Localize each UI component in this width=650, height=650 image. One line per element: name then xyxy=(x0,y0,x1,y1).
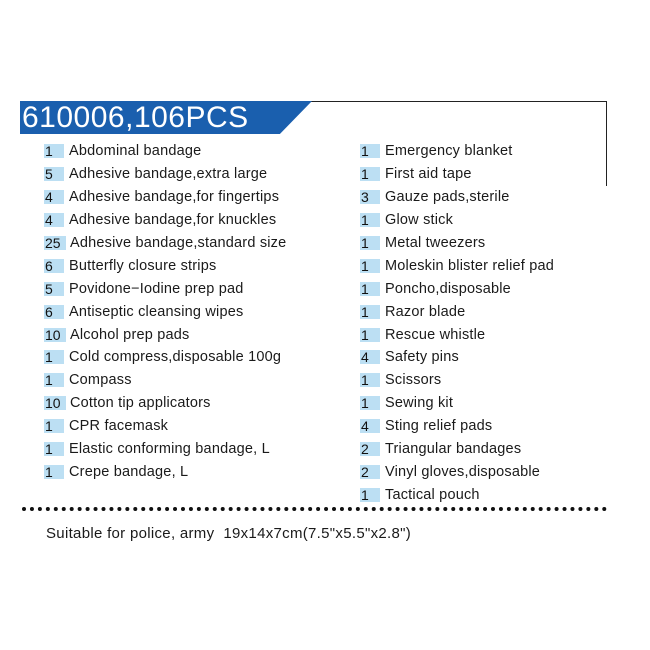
item-name: First aid tape xyxy=(385,166,472,183)
item-name: Scissors xyxy=(385,372,442,389)
quantity-badge: 5 xyxy=(44,282,64,296)
item-name: CPR facemask xyxy=(69,418,169,435)
quantity-badge: 1 xyxy=(360,488,380,502)
quantity-badge: 10 xyxy=(44,396,66,410)
quantity-badge: 1 xyxy=(360,167,380,181)
list-item xyxy=(360,277,554,300)
quantity-badge: 4 xyxy=(44,213,64,227)
list-item xyxy=(44,438,286,461)
item-name: Cotton tip applicators xyxy=(70,395,211,412)
list-item xyxy=(44,140,286,163)
item-name: Metal tweezers xyxy=(385,235,486,251)
list-item xyxy=(360,369,554,392)
list-item xyxy=(44,369,286,392)
list-item xyxy=(44,460,286,483)
item-name: Crepe bandage, L xyxy=(69,463,189,480)
quantity-badge: 1 xyxy=(44,350,64,364)
item-name: Sting relief pads xyxy=(385,418,493,435)
item-name: Sewing kit xyxy=(385,395,454,412)
item-name: Gauze pads,sterile xyxy=(385,189,510,206)
item-name: Adhesive bandage,for knuckles xyxy=(69,212,277,229)
quantity-badge: 1 xyxy=(44,465,64,479)
list-item xyxy=(44,277,286,300)
quantity-badge: 1 xyxy=(360,259,380,273)
quantity-badge: 5 xyxy=(44,167,64,181)
list-item xyxy=(360,438,554,461)
item-name: Alcohol prep pads xyxy=(70,326,190,343)
list-item xyxy=(360,209,554,232)
list-item xyxy=(360,254,554,277)
quantity-badge: 1 xyxy=(44,442,64,456)
list-item xyxy=(360,460,554,483)
list-item xyxy=(360,140,554,163)
item-name: Glow stick xyxy=(385,212,454,229)
frame-right-line xyxy=(606,101,607,186)
quantity-badge: 6 xyxy=(44,259,64,273)
list-item xyxy=(360,415,554,438)
quantity-badge: 2 xyxy=(360,442,380,456)
item-name: Abdominal bandage xyxy=(69,143,202,160)
list-item xyxy=(360,232,554,255)
item-name: Adhesive bandage,standard size xyxy=(70,235,287,251)
kit-title: 610006,106PCS xyxy=(22,101,249,134)
list-item xyxy=(360,300,554,323)
item-name: Vinyl gloves,disposable xyxy=(385,463,541,480)
item-name: Cold compress,disposable 100g xyxy=(69,349,282,366)
list-item xyxy=(360,483,554,506)
quantity-badge: 1 xyxy=(360,305,380,319)
quantity-badge: 6 xyxy=(44,305,64,319)
list-item xyxy=(360,323,554,346)
quantity-badge: 1 xyxy=(44,373,64,387)
list-item xyxy=(44,186,286,209)
item-name: Emergency blanket xyxy=(385,143,513,160)
list-item xyxy=(360,163,554,186)
list-item xyxy=(44,209,286,232)
items-list-left xyxy=(44,140,286,483)
items-list-right xyxy=(360,140,554,506)
quantity-badge: 1 xyxy=(360,236,380,250)
item-name: Adhesive bandage,for fingertips xyxy=(69,189,280,206)
list-item xyxy=(44,232,286,255)
item-name: Compass xyxy=(69,372,132,389)
list-item xyxy=(44,300,286,323)
quantity-badge: 25 xyxy=(44,236,66,250)
quantity-badge: 1 xyxy=(360,282,380,296)
quantity-badge: 2 xyxy=(360,465,380,479)
list-item xyxy=(44,415,286,438)
quantity-badge: 4 xyxy=(360,419,380,433)
quantity-badge: 1 xyxy=(360,213,380,227)
item-name: Adhesive bandage,extra large xyxy=(69,166,268,183)
item-name: Butterfly closure strips xyxy=(69,257,217,274)
list-item xyxy=(360,346,554,369)
item-name: Poncho,disposable xyxy=(385,280,511,297)
quantity-badge: 1 xyxy=(360,144,380,158)
item-name: Safety pins xyxy=(385,349,459,366)
quantity-badge: 1 xyxy=(44,144,64,158)
item-name: Razor blade xyxy=(385,303,466,320)
frame-top-line xyxy=(310,101,607,102)
list-item xyxy=(44,346,286,369)
list-item xyxy=(44,323,286,346)
quantity-badge: 10 xyxy=(44,328,66,342)
quantity-badge: 1 xyxy=(360,396,380,410)
item-name: Rescue whistle xyxy=(385,326,486,343)
footer-note: Suitable for police, army 19x14x7cm(7.5"x5.5"x2.8") xyxy=(46,525,412,542)
item-name: Moleskin blister relief pad xyxy=(385,257,554,274)
quantity-badge: 1 xyxy=(44,419,64,433)
list-item xyxy=(360,392,554,415)
quantity-badge: 4 xyxy=(360,350,380,364)
list-item xyxy=(44,254,286,277)
item-name: Povidone−Iodine prep pad xyxy=(69,280,244,297)
quantity-badge: 1 xyxy=(360,373,380,387)
list-item xyxy=(360,186,554,209)
quantity-badge: 3 xyxy=(360,190,380,204)
item-name: Antiseptic cleansing wipes xyxy=(69,303,244,320)
item-name: Elastic conforming bandage, L xyxy=(69,441,270,458)
dotted-divider xyxy=(22,507,607,511)
item-name: Tactical pouch xyxy=(385,486,480,503)
quantity-badge: 4 xyxy=(44,190,64,204)
quantity-badge: 1 xyxy=(360,328,380,342)
list-item xyxy=(44,392,286,415)
list-item xyxy=(44,163,286,186)
item-name: Triangular bandages xyxy=(385,441,522,458)
